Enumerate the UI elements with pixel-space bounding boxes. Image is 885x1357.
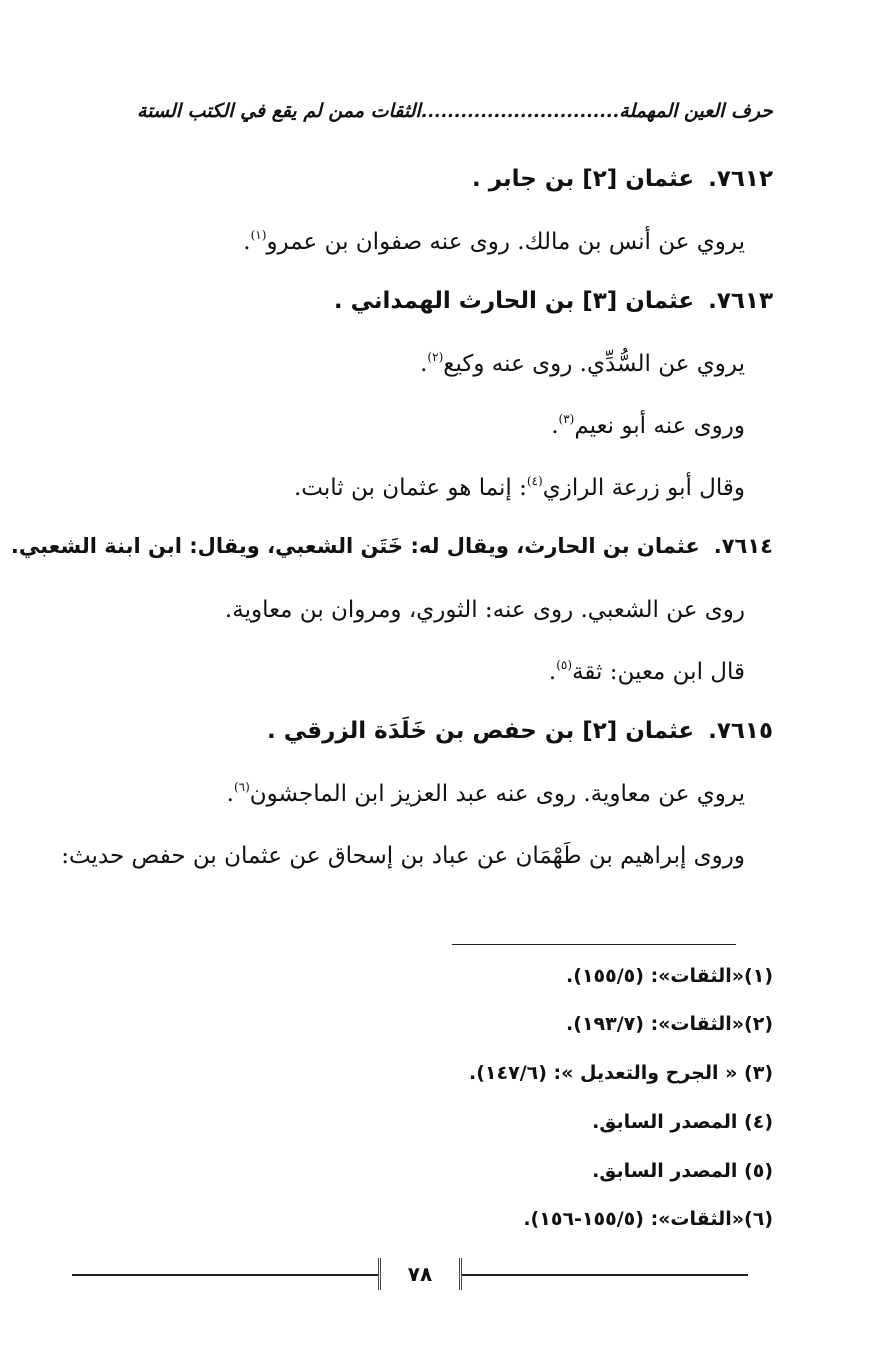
entry-heading — [10, 534, 773, 558]
entry-number: ٧٦١٢. — [708, 166, 773, 192]
entry-heading — [113, 718, 773, 744]
line-text: يروي عن السُّدِّي. روى عنه وكيع — [443, 351, 745, 377]
entry-title: عثمان [٢] بن حفص بن خَلَدَة الزرقي . — [267, 718, 695, 744]
entry-line — [105, 350, 745, 377]
line-text: يروي عن معاوية. روى عنه عبد العزيز ابن الماجشون — [249, 781, 745, 807]
line-text: روى عن الشعبي. روى عنه: الثوري، ومروان بن معاوية. — [224, 597, 745, 623]
footnote-marker: (١) — [250, 228, 267, 242]
entry-line — [105, 596, 745, 623]
footnote: (٤) المصدر السابق. — [592, 1111, 773, 1133]
footnote-marker: (٣) — [558, 412, 575, 426]
entry-line — [105, 658, 745, 685]
line-tail: . — [551, 413, 559, 439]
footnote-marker: (٦) — [233, 780, 250, 794]
line-text: وقال أبو زرعة الرازي — [542, 475, 745, 501]
footnote: (١)«الثقات»: (١٥٥/٥). — [566, 965, 773, 987]
footnote: (٣) « الجرح والتعديل »: (١٤٧/٦). — [469, 1062, 773, 1084]
entry-title: عثمان بن الحارث، ويقال له: خَتَن الشعبي، ويقال: ابن ابنة الشعبي. — [10, 534, 700, 558]
line-text: يروي عن أنس بن مالك. روى عنه صفوان بن عمرو — [266, 229, 745, 255]
entry-number: ٧٦١٥. — [708, 718, 773, 744]
line-text: قال ابن معين: ثقة — [572, 659, 745, 685]
line-tail: : إنما هو عثمان بن ثابت. — [293, 475, 527, 501]
footnote-marker: (٤) — [526, 474, 543, 488]
entry-number: ٧٦١٤. — [713, 534, 773, 558]
footnote-separator — [452, 944, 736, 945]
entry-line — [61, 842, 745, 869]
footnote: (٦)«الثقات»: (١٥٥/٥-١٥٦). — [523, 1208, 773, 1230]
entry-heading — [113, 288, 773, 314]
footnote-marker: (٥) — [556, 658, 573, 672]
footnote: (٢)«الثقات»: (١٩٣/٧). — [566, 1013, 773, 1035]
line-tail: . — [243, 229, 251, 255]
page-number: ٧٨ — [378, 1258, 462, 1290]
entry-line — [105, 780, 745, 807]
entry-line — [105, 412, 745, 439]
entry-title: عثمان [٣] بن الحارث الهمداني . — [333, 288, 695, 314]
footnote: (٥) المصدر السابق. — [592, 1160, 773, 1182]
line-tail: . — [226, 781, 234, 807]
entry-line — [105, 228, 745, 255]
line-text: وروى عنه أبو نعيم — [574, 413, 745, 439]
line-text: وروى إبراهيم بن طَهْمَان عن عباد بن إسحاق عن عثمان بن حفص حديث: — [61, 843, 745, 869]
line-tail: . — [420, 351, 428, 377]
running-header: حرف العين المهملة..............................الثقات ممن لم يقع في الكتب الستة — [137, 100, 773, 122]
entry-heading — [113, 166, 773, 192]
entry-number: ٧٦١٣. — [708, 288, 773, 314]
entry-line — [105, 474, 745, 501]
footnote-marker: (٢) — [427, 350, 444, 364]
entry-title: عثمان [٢] بن جابر . — [471, 166, 695, 192]
line-tail: . — [548, 659, 557, 685]
